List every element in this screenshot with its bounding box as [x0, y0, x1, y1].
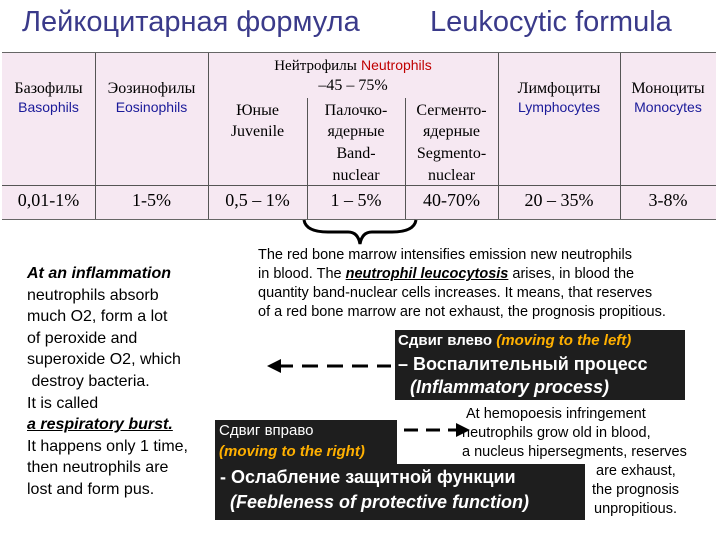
- band-value: 1 – 5%: [330, 190, 382, 210]
- neutrophils-range: –45 – 75%: [318, 77, 388, 94]
- monocytes-ru: Моноциты: [631, 80, 705, 97]
- right-shift-line-3: (Feebleness of protective function): [230, 492, 530, 512]
- monocytes-value: 3-8%: [648, 190, 688, 210]
- band-en-1: Band-: [336, 145, 376, 162]
- segmented-en-1: Segmento-: [416, 145, 487, 162]
- basophils-ru: Базофилы: [14, 80, 83, 97]
- segmented-ru-2: ядерные: [422, 123, 480, 140]
- inflammation-line-10: then neutrophils are: [27, 459, 169, 477]
- title-ru: Лейкоцитарная формула: [22, 6, 360, 38]
- left-shift-line-1: [398, 332, 631, 349]
- marrow-line-4: of a red bone marrow are not exhaust, the prognosis propitious.: [258, 304, 666, 320]
- monocytes-en: Monocytes: [634, 99, 702, 115]
- marrow-line-3: quantity band-nuclear cells increases. It means, that reserves: [258, 285, 653, 301]
- juvenile-ru: Юные: [236, 102, 279, 119]
- inflammation-line-11: lost and form pus.: [27, 480, 155, 498]
- eosinophils-value: 1-5%: [132, 190, 171, 210]
- band-en-2: nuclear: [332, 167, 380, 184]
- hemopoesis-line-5: the prognosis: [592, 482, 680, 498]
- inflammation-line-7: It is called: [27, 394, 99, 412]
- segmented-ru-1: Сегменто-: [416, 102, 487, 119]
- brace-icon: [300, 218, 420, 246]
- hemopoesis-line-6: unpropitious.: [594, 501, 678, 517]
- title-en: Leukocytic formula: [430, 6, 672, 38]
- respiratory-burst: a respiratory burst.: [27, 416, 173, 434]
- hemopoesis-line-3: a nucleus hipersegments, reserves: [462, 444, 687, 460]
- inflammation-line-2: neutrophils absorb: [27, 286, 159, 304]
- left-shift-en: (moving to the left): [496, 332, 632, 349]
- inflammation-line-5: superoxide O2, which: [27, 351, 181, 369]
- inflammation-line-4: of peroxide and: [27, 329, 138, 347]
- inflammation-line-9: It happens only 1 time,: [27, 437, 188, 455]
- left-shift-line-2: – Воспалительный процесс: [398, 354, 648, 374]
- eosinophils-ru: Эозинофилы: [107, 80, 196, 97]
- marrow-line-2: in blood. The neutrophil leucocytosis arises, in blood the: [258, 266, 635, 282]
- inflammation-line-1: At an inflammation: [27, 265, 172, 282]
- hemopoesis-line-4: are exhaust,: [596, 463, 676, 479]
- inflammation-line-6: destroy bacteria.: [27, 372, 150, 390]
- right-shift-line-2: - Ослабление защитной функции: [220, 467, 516, 487]
- basophils-value: 0,01-1%: [17, 190, 80, 210]
- left-shift-line-3: (Inflammatory process): [410, 377, 610, 397]
- eosinophils-en: Eosinophils: [115, 99, 188, 115]
- lymphocytes-value: 20 – 35%: [524, 190, 594, 210]
- band-ru-2: ядерные: [327, 123, 385, 140]
- neutrophil-leucocytosis: neutrophil leucocytosis: [345, 266, 509, 282]
- inflammation-line-3: much O2, form a lot: [27, 308, 168, 326]
- hemopoesis-line-1: At hemopoesis infringement: [466, 406, 646, 422]
- band-ru-1: Палочко-: [324, 102, 388, 119]
- juvenile-en: Juvenile: [230, 123, 285, 140]
- marrow-line-1: The red bone marrow intensifies emission new neutrophils: [258, 247, 632, 263]
- basophils-en: Basophils: [18, 99, 79, 115]
- inflammation-paragraph: [27, 263, 188, 501]
- lymphocytes-en: Lymphocytes: [518, 99, 600, 115]
- segmented-value: 40-70%: [423, 190, 480, 210]
- left-shift-ru: Сдвиг влево: [398, 332, 493, 349]
- juvenile-value: 0,5 – 1%: [225, 190, 290, 210]
- right-shift-en: (moving to the right): [219, 443, 365, 460]
- neutrophils-header: [208, 57, 498, 75]
- neutrophils-ru: Нейтрофилы: [274, 58, 357, 74]
- segmented-en-2: nuclear: [427, 167, 476, 184]
- lymphocytes-ru: Лимфоциты: [517, 80, 601, 97]
- hemopoesis-line-2: neutrophils grow old in blood,: [462, 425, 651, 441]
- right-shift-ru: Сдвиг вправо: [219, 422, 314, 439]
- marrow-paragraph: [258, 246, 666, 322]
- neutrophils-en: Neutrophils: [360, 57, 432, 73]
- left-arrow-icon: [265, 356, 395, 376]
